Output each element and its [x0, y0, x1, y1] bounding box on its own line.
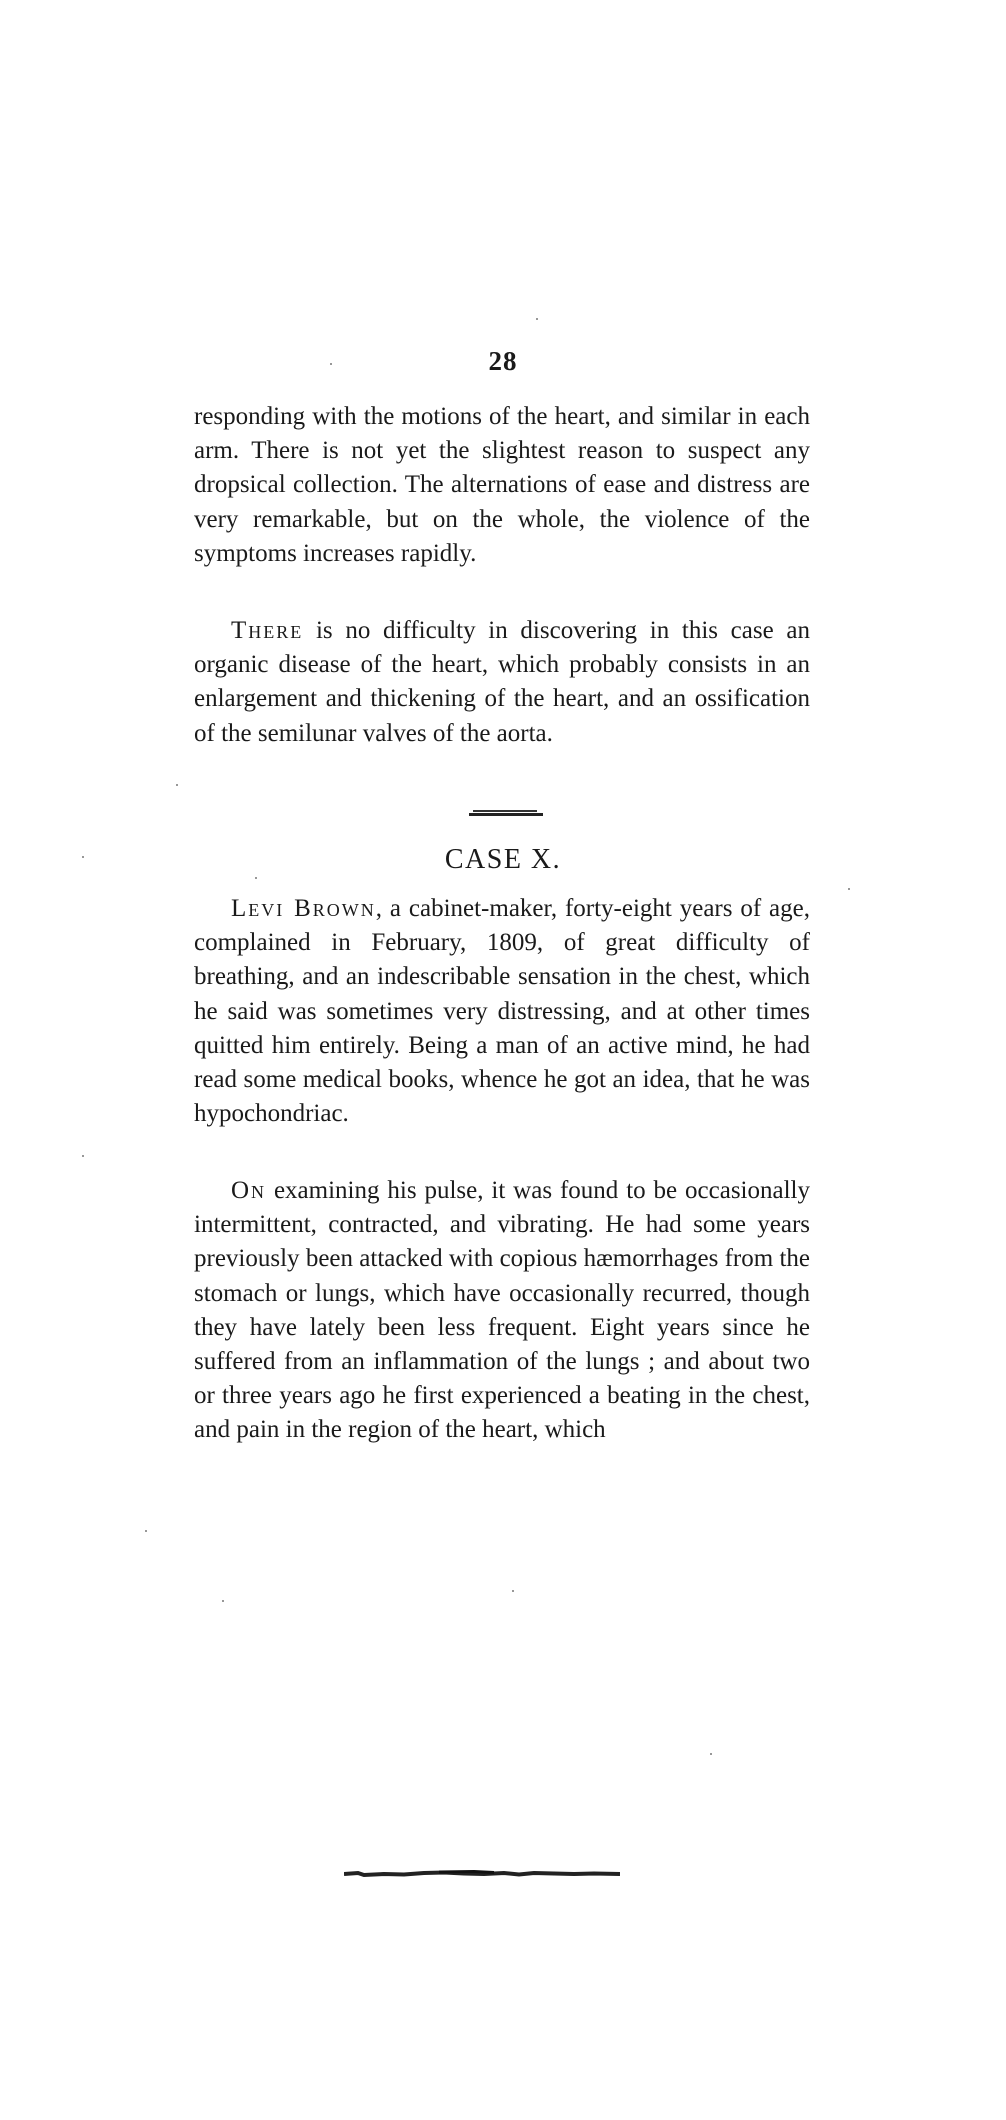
paper-speck — [536, 318, 538, 320]
paper-speck — [176, 784, 178, 786]
paragraph-continuation — [194, 400, 810, 571]
printer-rule-ornament — [344, 1870, 620, 1878]
paragraph-3-lead: Levi Brown — [231, 895, 376, 922]
section-divider-ornament — [469, 810, 543, 816]
paper-speck — [82, 1155, 84, 1157]
paragraph-2-text: is no difficulty in discovering in this case an organic disease of the heart, which probably consists in an enlargement and thickening of the heart, and an ossification of the semilunar valves of the aorta. — [194, 617, 810, 747]
paper-speck — [330, 363, 332, 365]
paragraph-4-lead: On — [231, 1177, 267, 1204]
paragraph-3 — [194, 892, 810, 1131]
paragraph-3-text: , a cabinet-maker, forty-eight years of age, complained in February, 1809, of great difficulty of breathing, and an indescribable sensation in the chest, which he said was sometimes very distressing, and at other times quitted him entirely. Being a man of an active mind, he had read some medical books, whence he got an idea, that he was hypochondriac. — [194, 895, 810, 1128]
paragraph-1-text: responding with the motions of the heart, and similar in each arm. There is not yet the slightest reason to suspect any dropsical collection. The alternations of ease and distress are very remarkable, but on the whole, the violence of the symptoms increases rapidly. — [194, 403, 810, 567]
paper-speck — [512, 1590, 514, 1592]
paragraph-4-text: examining his pulse, it was found to be occasionally intermittent, contracted, and vibrating. He had some years previously been attacked with copious hæmorrhages from the stomach or lungs, which have occasionally recurred, though they have lately been less frequent. Eight years since he suffered from an inflammation of the lungs ; and about two or three years ago he first experienced a beating in the chest, and pain in the region of the heart, which — [194, 1177, 810, 1444]
page-number: 28 — [488, 346, 518, 376]
paper-speck — [710, 1753, 712, 1755]
paper-speck — [222, 1600, 224, 1602]
case-heading: CASE X. — [444, 844, 562, 875]
paper-speck — [82, 856, 84, 858]
paper-speck — [848, 888, 850, 890]
paragraph-2 — [194, 614, 810, 751]
paragraph-4 — [194, 1174, 810, 1448]
paragraph-2-lead: There — [231, 617, 304, 644]
paper-speck — [255, 877, 257, 879]
paper-speck — [145, 1530, 147, 1532]
